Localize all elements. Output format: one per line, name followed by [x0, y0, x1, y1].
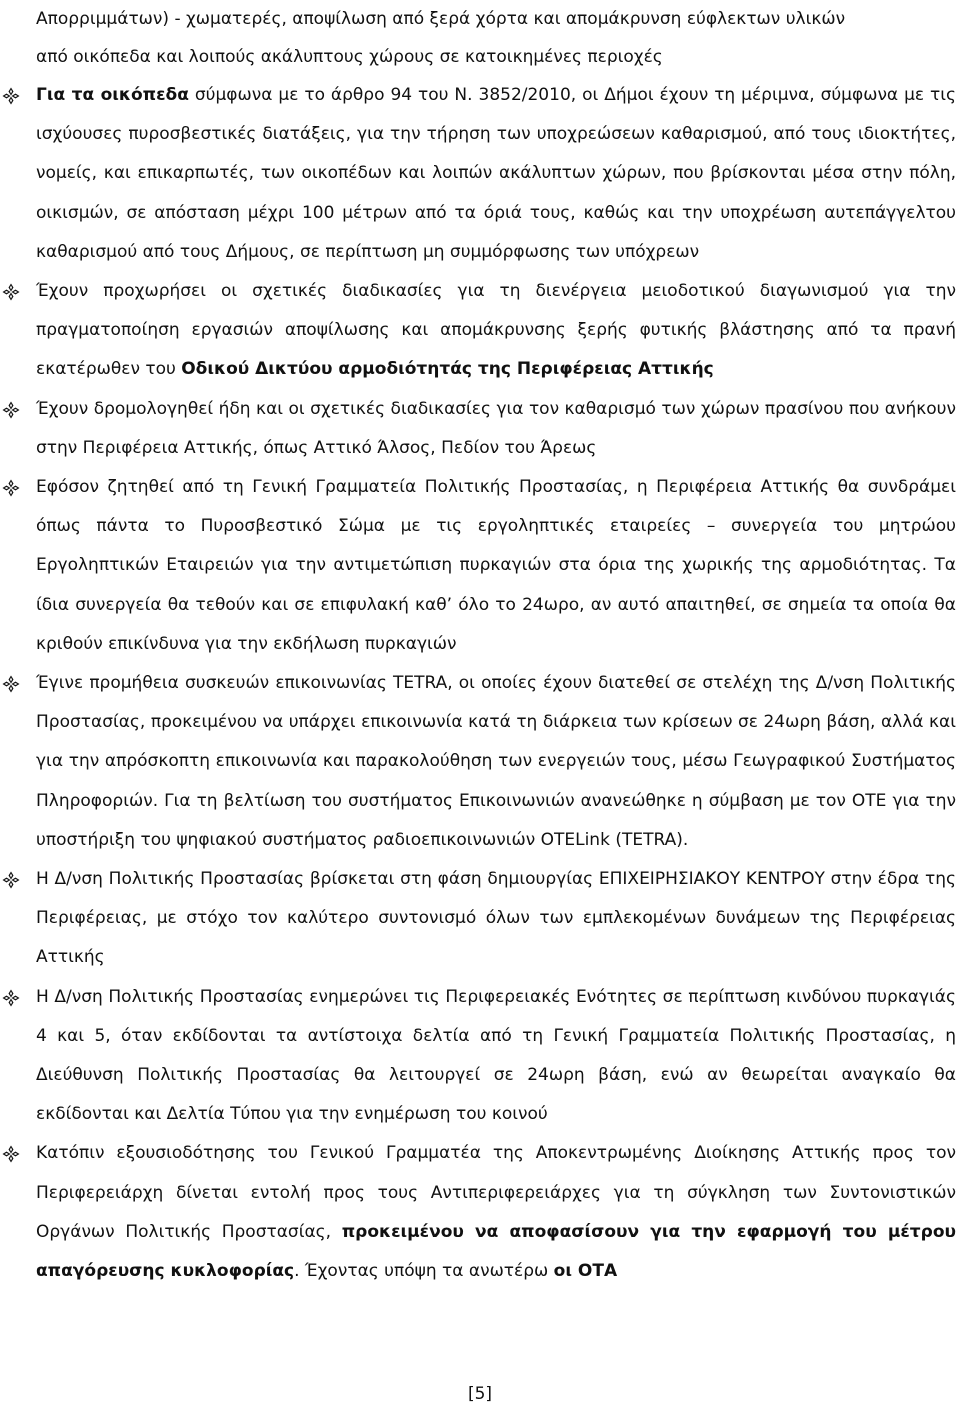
bullet-item — [0, 1134, 960, 1291]
bullet-item — [0, 468, 960, 664]
intro-line: από οικόπεδα και λοιπούς ακάλυπτους χώρους σε κατοικημένες περιοχές — [36, 47, 663, 67]
bullet-item — [0, 390, 960, 468]
bullet-text: Έχουν δρομολογηθεί ήδη και οι σχετικές διαδικασίες για τον καθαρισμό των χώρων πρασίνου που ανήκουν στην Περιφέρεια Αττικής, όπως Αττικό Άλσος, Πεδίον του Άρεως — [36, 398, 956, 458]
bold-text: οι ΟΤΑ — [553, 1261, 618, 1282]
bullet-text: Κατόπιν εξουσιοδότησης του Γενικού Γραμματέα της Αποκεντρωμένης Διοίκησης Αττικής προς τον Περιφερειάρχη δίνεται εντολή προς τους Αντιπεριφερειάρχες για τη σύγκληση των Συντονιστικών Οργάνων Πολιτικής Προστασίας, — [36, 1143, 956, 1242]
intro-text — [36, 0, 956, 76]
bullet-text: Έχουν προχωρήσει οι σχετικές διαδικασίες για τη διενέργεια μειοδοτικού διαγωνισμού για την πραγματοποίηση εργασιών αποψίλωσης και απομάκρυνσης ξερής φυτικής βλάστησης από τα πρανή εκατέρωθεν του — [36, 281, 956, 380]
bullet-text: Εφόσον ζητηθεί από τη Γενική Γραμματεία Πολιτικής Προστασίας, η Περιφέρεια Αττικής θα συνδράμει όπως πάντα το Πυροσβεστικό Σώμα με τις εργοληπτικές εταιρείες – συνεργεία του μητρώου Εργοληπτικών Εταιρειών για την αντιμετώπιση πυρκαγιών στα όρια της χωρικής της αρμοδιότητας. Τα ίδια συνεργεία θα τεθούν και σε επιφυλακή καθ’ όλο το 24ωρο, αν αυτό απαιτηθεί, σε σημεία τα οποία θα κριθούν επικίνδυνα για την εκδήλωση πυρκαγιών — [36, 477, 956, 654]
four-diamond-bullet-icon — [2, 468, 22, 507]
bullet-text: Η Δ/νση Πολιτικής Προστασίας βρίσκεται στη φάση δημιουργίας ΕΠΙΧΕΙΡΗΣΙΑΚΟΥ ΚΕΝΤΡΟΥ στην έδρα της Περιφέρειας, με στόχο τον καλύτερο συντονισμό όλων των εμπλεκομένων δυνάμεων της Περιφέρειας Αττικής — [36, 869, 956, 968]
four-diamond-bullet-icon — [2, 76, 22, 115]
four-diamond-bullet-icon — [2, 664, 22, 703]
four-diamond-bullet-icon — [2, 272, 22, 311]
four-diamond-bullet-icon — [2, 978, 22, 1017]
bullet-text: . Έχοντας υπόψη τα ανωτέρω — [294, 1261, 554, 1282]
bullet-item — [0, 664, 960, 860]
bullet-item — [0, 272, 960, 390]
four-diamond-bullet-icon — [2, 1134, 22, 1173]
bold-text: Για τα οικόπεδα — [36, 85, 189, 105]
bullet-list — [0, 76, 960, 1291]
page-number: [5] — [467, 1384, 493, 1404]
four-diamond-bullet-icon — [2, 390, 22, 429]
bullet-text: Έγινε προμήθεια συσκευών επικοινωνίας TETRA, οι οποίες έχουν διατεθεί σε στελέχη της Δ/νση Πολιτικής Προστασίας, προκειμένου να υπάρχει επικοινωνία κατά τη διάρκεια των κρίσεων σε 24ωρη βάση, αλλά και για την απρόσκοπτη επικοινωνία και παρακολούθηση των ενεργειών τους, μέσω Γεωγραφικού Συστήματος Πληροφοριών. Για τη βελτίωση του συστήματος Επικοινωνιών ανανεώθηκε η σύμβαση με τον ΟΤΕ για την υποστήριξη του ψηφιακού συστήματος ραδιοεπικοινωνιών OTELink (TETRA). — [36, 673, 956, 850]
intro-line: Απορριμμάτων) - χωματερές, αποψίλωση από ξερά χόρτα και απομάκρυνση εύφλεκτων υλικών — [36, 9, 846, 29]
bold-text: προκειμένου να αποφασίσουν για την εφαρμογή του μέτρου απαγόρευσης κυκλοφορίας — [36, 1221, 956, 1282]
four-diamond-bullet-icon — [2, 860, 22, 899]
bullet-text: σύμφωνα με το άρθρο 94 του Ν. 3852/2010, οι Δήμοι έχουν τη μέριμνα, σύμφωνα με τις ισχύουσες πυροσβεστικές διατάξεις, για την τήρηση των υποχρεώσεων καθαρισμού, από τους ιδιοκτήτες, νομείς, και επικαρπωτές, των οικοπέδων και λοιπών ακάλυπτων χώρων, που βρίσκονται μέσα στην πόλη, οικισμών, σε απόσταση μέχρι 100 μέτρων από τα όριά τους, καθώς και την υποχρέωση αυτεπάγγελτου καθαρισμού από τους Δήμους, σε περίπτωση μη συμμόρφωσης των υπόχρεων — [36, 85, 956, 262]
bullet-item — [0, 978, 960, 1135]
bullet-item — [0, 860, 960, 978]
bullet-item — [0, 76, 960, 272]
bold-text: Οδικού Δικτύου αρμοδιότητάς της Περιφέρειας Αττικής — [181, 359, 714, 380]
bullet-text: Η Δ/νση Πολιτικής Προστασίας ενημερώνει τις Περιφερειακές Ενότητες σε περίπτωση κινδύνου πυρκαγιάς 4 και 5, όταν εκδίδονται τα αντίστοιχα δελτία από τη Γενική Γραμματεία Πολιτικής Προστασίας, η Διεύθυνση Πολιτικής Προστασίας θα λειτουργεί σε 24ωρη βάση, ενώ αν θεωρείται αναγκαίο θα εκδίδονται και Δελτία Τύπου για την ενημέρωση του κοινού — [36, 986, 956, 1125]
